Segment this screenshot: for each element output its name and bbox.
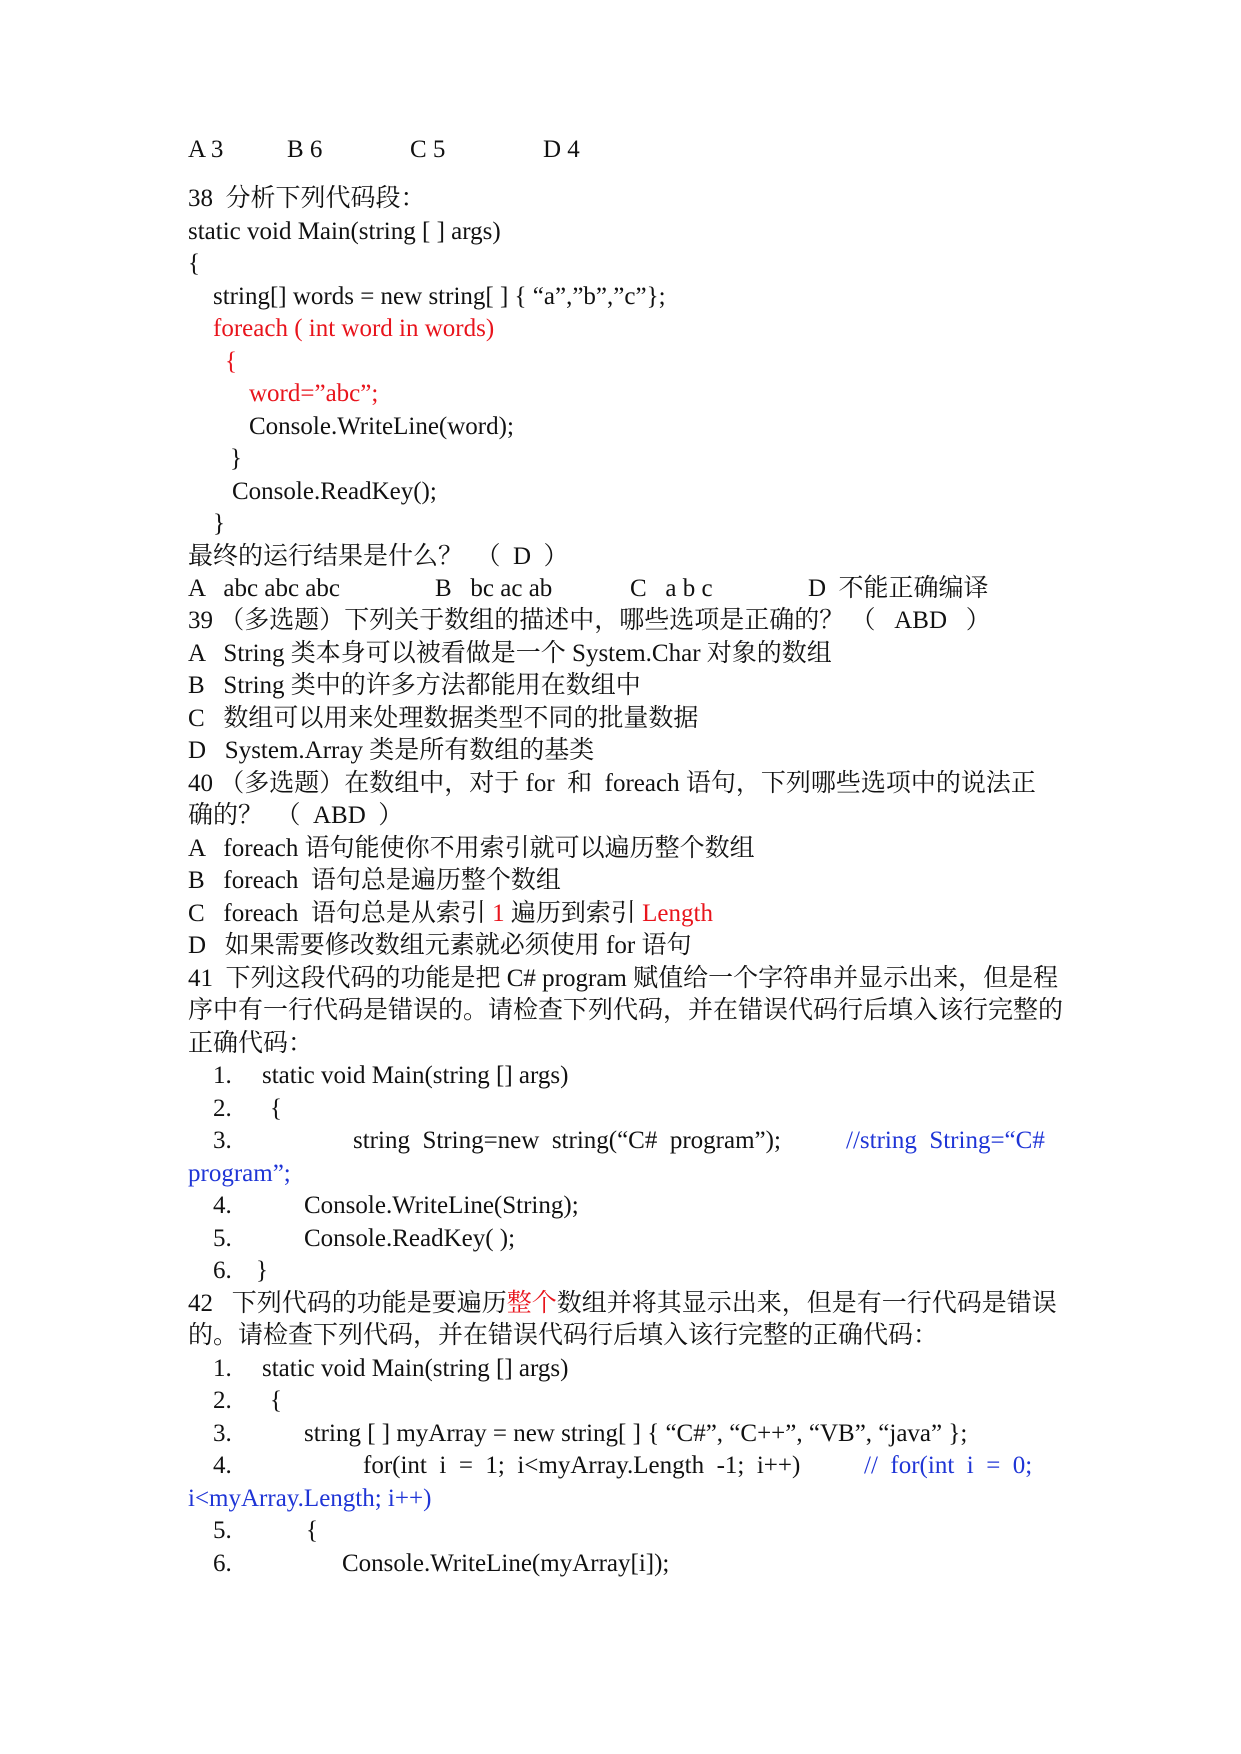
q38-option-a: A abc abc abc [188,575,341,602]
q41-line-number: 6. [213,1257,232,1284]
q40-option-c-length: Length [642,900,713,927]
q40-option-c [188,898,713,930]
q41-comment: //string String=“C# [846,1127,1045,1154]
q40-option-c-index: 1 [492,900,505,927]
q37-option-d: D 4 [543,136,580,163]
q42-intro [188,1288,1057,1320]
q41-line-number: 1. [213,1062,232,1089]
q41-code: string String=new string(“C# program”); [353,1127,781,1154]
q42-code: Console.WriteLine(myArray[i]); [342,1550,670,1577]
q40-option-a: A foreach 语句能使你不用索引就可以遍历整个数组 [188,835,755,862]
q39-option-a: A String 类本身可以被看做是一个 System.Char 对象的数组 [188,640,832,667]
q42-code: { [270,1387,282,1414]
q42-code: static void Main(string [] args) [262,1355,569,1382]
q38-question: 最终的运行结果是什么？ （ D ） [188,543,569,570]
q37-option-b: B 6 [287,136,323,163]
q38-code-line: } [213,510,225,537]
q39-option-b: B String 类中的许多方法都能用在数组中 [188,672,641,699]
q42-code: { [306,1517,318,1544]
q41-code: Console.ReadKey( ); [304,1225,516,1252]
q38-title: 38 分析下列代码段： [188,185,426,212]
q40-title: 40 （多选题）在数组中，对于 for 和 foreach 语句，下列哪些选项中的说法正 [188,770,1036,797]
q38-code-line-foreach: foreach ( int word in words) [213,315,495,342]
q41-comment-cont: program”; [188,1160,291,1187]
q38-code-line: Console.ReadKey(); [232,478,437,505]
q42-line-number: 4. [213,1452,232,1479]
q42-code: string [ ] myArray = new string[ ] { “C#”, “C++”, “VB”, “java” }; [304,1420,968,1447]
q41-code: static void Main(string [] args) [262,1062,569,1089]
q41-intro: 41 下列这段代码的功能是把 C# program 赋值给一个字符串并显示出来，但是程 [188,965,1059,992]
q40-option-b: B foreach 语句总是遍历整个数组 [188,867,561,894]
q40-option-c-middle: 遍历到索引 [504,900,643,927]
q38-code-line: } [230,445,242,472]
q37-option-c: C 5 [410,136,446,163]
q42-intro-prefix: 42 下列代码的功能是要遍历 [188,1290,507,1317]
q42-intro-highlight: 整个 [506,1290,557,1317]
q38-code-line: static void Main(string [ ] args) [188,218,501,245]
q41-intro: 序中有一行代码是错误的。请检查下列代码，并在错误代码行后填入该行完整的 [188,997,1064,1024]
q40-option-c-prefix: C foreach 语句总是从索引 [188,900,493,927]
q42-line-number: 6. [213,1550,232,1577]
q42-comment: // for(int i = 0; [864,1452,1033,1479]
q38-code-line: { [188,250,200,277]
q39-option-d: D System.Array 类是所有数组的基类 [188,737,595,764]
q41-line-number: 2. [213,1095,232,1122]
q38-option-c: C a b c [630,575,713,602]
q39-title: 39 （多选题）下列关于数组的描述中，哪些选项是正确的？ （ ABD ） [188,607,991,634]
q38-code-line: string[] words = new string[ ] { “a”,”b”,”c”}; [213,283,666,310]
q42-intro-cont: 的。请检查下列代码，并在错误代码行后填入该行完整的正确代码： [188,1322,939,1349]
q38-code-line: { [225,348,237,375]
q39-option-c: C 数组可以用来处理数据类型不同的批量数据 [188,705,699,732]
q41-code: } [256,1257,268,1284]
q42-code: for(int i = 1; i<myArray.Length -1; i++) [363,1452,801,1479]
q38-option-d: D 不能正确编译 [808,575,989,602]
q41-line-number: 3. [213,1127,232,1154]
q41-line-number: 5. [213,1225,232,1252]
q41-code: Console.WriteLine(String); [304,1192,579,1219]
q37-option-a: A 3 [188,136,224,163]
q41-intro: 正确代码： [188,1030,314,1057]
q42-line-number: 1. [213,1355,232,1382]
q42-line-number: 3. [213,1420,232,1447]
q41-line-number: 4. [213,1192,232,1219]
q38-option-b: B bc ac ab [435,575,553,602]
q42-line-number: 5. [213,1517,232,1544]
q40-title-cont: 确的？ （ ABD ） [188,802,404,829]
q38-code-line: Console.WriteLine(word); [249,413,514,440]
q41-code: { [270,1095,282,1122]
q42-comment-cont: i<myArray.Length; i++) [188,1485,432,1512]
q40-option-d: D 如果需要修改数组元素就必须使用 for 语句 [188,932,692,959]
q42-intro-suffix: 数组并将其显示出来，但是有一行代码是错误 [556,1290,1057,1317]
q38-code-line: word=”abc”; [249,380,379,407]
q42-line-number: 2. [213,1387,232,1414]
